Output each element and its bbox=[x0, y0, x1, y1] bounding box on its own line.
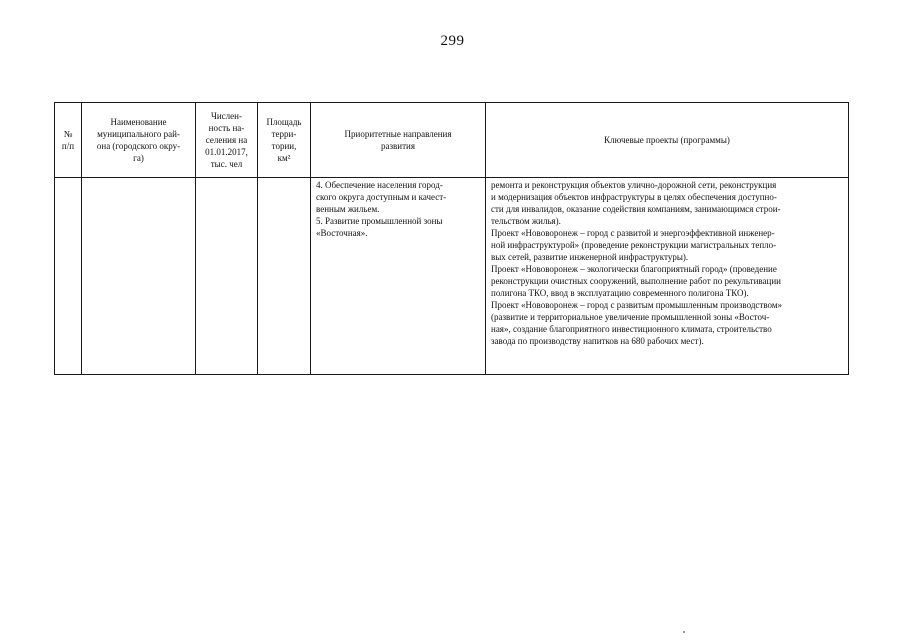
cell-directions bbox=[311, 178, 486, 375]
cell-municipality-text bbox=[82, 178, 195, 179]
cell-num-text bbox=[55, 178, 81, 179]
header-municipality-text: Наименование муниципального рай- она (городского окру- га) bbox=[96, 117, 181, 163]
header-population bbox=[196, 103, 258, 178]
cell-projects-text: ремонта и реконструкция объектов улично-дорожной сети, реконструкция и модернизация объектов инфраструктуры в целях обеспечения доступно- сти для инвалидов, оказание содействия компаниям, занимающимся строи- тельством жилья). Проект «Нововоронеж – город с развитой и энергоэффективной инженер- ной инфраструктурой» (проведение реконструкции магистральных тепло- вых сетей, развитие инженерной инфраструктуры). Проект «Нововоронеж – экологически благоприятный город» (проведение реконструкции очистных сооружений, выполнение работ по рекультивации полигона ТКО, ввод в эксплуатацию современного полигона ТКО). Проект «Нововоронеж – город с развитым промышленным производством» (развитие и территориальное увеличение промышленной зоны «Восточ- ная», создание благоприятного инвестиционного климата, строительство завода по производству напитков на 680 рабочих мест). bbox=[491, 180, 783, 346]
header-num bbox=[55, 103, 82, 178]
cell-population bbox=[196, 178, 258, 375]
page-number: 299 bbox=[440, 33, 465, 49]
header-directions-text: Приоритетные направления развития bbox=[344, 129, 452, 151]
table-row bbox=[55, 178, 849, 375]
header-projects-text: Ключевые проекты (программы) bbox=[604, 135, 730, 145]
cell-projects bbox=[486, 178, 849, 375]
cell-area-text bbox=[258, 178, 310, 179]
header-row bbox=[55, 103, 849, 178]
header-population-text: Числен- ность на- селения на 01.01.2017, тыс. чел bbox=[205, 111, 248, 169]
cell-area bbox=[258, 178, 311, 375]
data-table bbox=[54, 102, 849, 375]
header-num-text: № п/п bbox=[61, 129, 75, 151]
cell-num bbox=[55, 178, 82, 375]
cell-population-text bbox=[196, 178, 257, 179]
header-directions bbox=[311, 103, 486, 178]
cell-directions-text: 4. Обеспечение населения город- ского округа доступным и качест- венным жильем. 5. Развитие промышленной зоны «Восточная». bbox=[316, 180, 447, 238]
header-area-text: Площадь терри- тории, км² bbox=[266, 117, 302, 163]
cell-municipality bbox=[82, 178, 196, 375]
table-header bbox=[55, 103, 849, 178]
header-area bbox=[258, 103, 311, 178]
scan-speck bbox=[683, 631, 685, 633]
header-projects bbox=[486, 103, 849, 178]
header-municipality bbox=[82, 103, 196, 178]
table-body bbox=[55, 178, 849, 375]
